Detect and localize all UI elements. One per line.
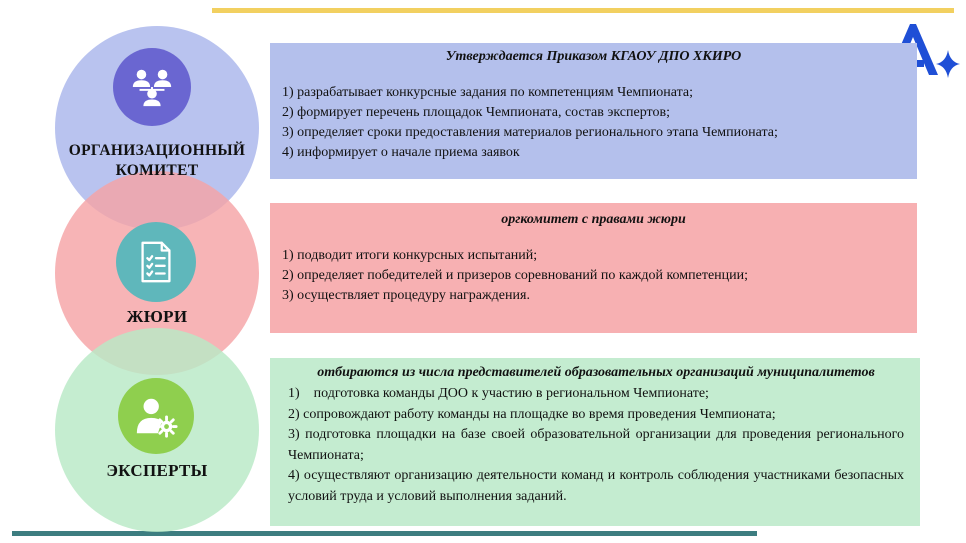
experts-icon-disc (118, 378, 194, 454)
list-item: 1) разрабатывает конкурсные задания по компетенциям Чемпионата; (282, 85, 693, 100)
jury-panel-title: оргкомитет с правами жюри (501, 212, 686, 227)
jury-label: ЖЮРИ (126, 307, 188, 326)
list-item: 2) определяет победителей и призеров соревнований по каждой компетенции; (282, 268, 749, 283)
committee-label (55, 141, 259, 181)
jury-icon-disc (116, 222, 196, 302)
committee-icon-disc (113, 48, 191, 126)
person-gear-icon (133, 393, 179, 439)
checklist-document-icon (133, 239, 179, 285)
list-item: 3) подготовка площадки на базе своей образовательной организации для проведения регионального Чемпионата; (288, 427, 904, 463)
list-item: 4) осуществляют организацию деятельности команд и контроль соблюдения участниками безопасных условий труда и условий выполнения заданий. (288, 468, 904, 504)
list-item: 1) подводит итоги конкурсных испытаний; (282, 248, 538, 263)
committee-label-line2: КОМИТЕТ (115, 162, 199, 179)
jury-duties-list (282, 246, 905, 306)
experts-panel-title: отбираются из числа представителей образовательных организаций муниципалитетов (317, 365, 875, 380)
list-item: 3) осуществляет процедуру награждения. (282, 288, 530, 303)
list-item: 3) определяет сроки предоставления материалов регионального этапа Чемпионата; (282, 125, 778, 140)
experts-label: ЭКСПЕРТЫ (106, 461, 208, 480)
list-item: 1) подготовка команды ДОО к участию в региональном Чемпионате; (288, 386, 709, 401)
committee-duties-list (282, 83, 905, 163)
committee-panel-title: Утверждается Приказом КГАОУ ДПО ХКИРО (445, 49, 742, 64)
experts-panel (270, 358, 920, 526)
team-icon (129, 64, 175, 110)
experts-duties-list (288, 384, 904, 507)
committee-label-line1: ОРГАНИЗАЦИОННЫЙ (68, 142, 246, 159)
list-item: 2) сопровождают работу команды на площадке во время проведения Чемпионата; (288, 406, 776, 422)
list-item: 4) информирует о начале приема заявок (282, 145, 520, 160)
list-item: 2) формирует перечень площадок Чемпионата, состав экспертов; (282, 105, 670, 120)
committee-panel (270, 43, 917, 179)
jury-panel (270, 203, 917, 333)
